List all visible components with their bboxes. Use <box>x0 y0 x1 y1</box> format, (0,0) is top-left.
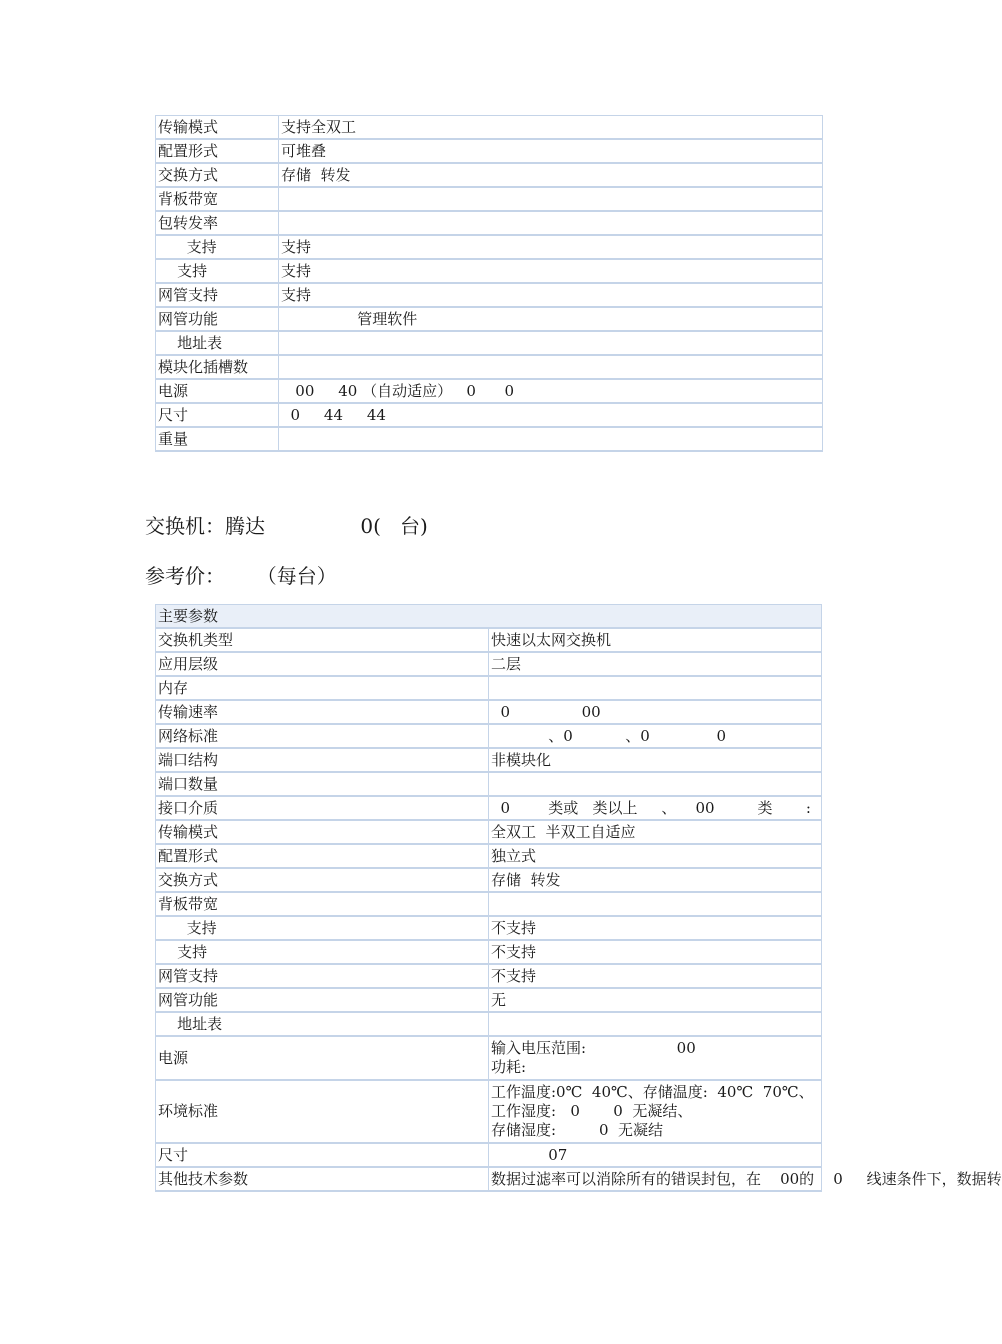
row-label: 传输速率 <box>156 700 489 724</box>
table-row <box>156 1036 822 1080</box>
table-row <box>156 940 822 964</box>
row-label: 网管功能 <box>156 307 279 331</box>
table-row <box>156 868 822 892</box>
row-value <box>279 331 823 355</box>
row-value: 0 44 44 <box>279 403 823 427</box>
table-row <box>156 892 822 916</box>
table-row <box>156 116 823 140</box>
row-label: 尺寸 <box>156 1143 489 1167</box>
table-row <box>156 355 823 379</box>
row-value: 07 <box>489 1143 822 1167</box>
table-row <box>156 1012 822 1036</box>
table-row <box>156 820 822 844</box>
row-label: 尺寸 <box>156 403 279 427</box>
row-value: 0 类或 类以上 、 00 类 : <box>489 796 822 820</box>
row-label: 交换方式 <box>156 163 279 187</box>
row-value: 全双工 半双工自适应 <box>489 820 822 844</box>
row-value: 工作温度:0℃ 40℃、存储温度: 40℃ 70℃、工作湿度: 0 0 无凝结、 存储湿度: 0 无凝结 <box>489 1080 822 1143</box>
row-value: 不支持 <box>489 916 822 940</box>
table-row <box>156 139 823 163</box>
table-row <box>156 1080 822 1143</box>
table-row <box>156 1167 822 1191</box>
table-row <box>156 379 823 403</box>
row-label: 背板带宽 <box>156 892 489 916</box>
table-row <box>156 403 823 427</box>
row-label: 网管支持 <box>156 283 279 307</box>
table-row <box>156 1143 822 1167</box>
table-row <box>156 427 823 451</box>
row-value: 数据过滤率可以消除所有的错误封包，在 00的 0 线速条件下，数据转 <box>489 1167 822 1191</box>
row-value <box>489 892 822 916</box>
row-label: 地址表 <box>156 331 279 355</box>
row-label: 电源 <box>156 1036 489 1080</box>
row-value <box>489 1012 822 1036</box>
reference-price-heading: 参考价： （每台） <box>145 564 337 588</box>
table-row <box>156 235 823 259</box>
row-value: 可堆叠 <box>279 139 823 163</box>
row-value: 独立式 <box>489 844 822 868</box>
row-value <box>279 211 823 235</box>
row-label: 网管支持 <box>156 964 489 988</box>
table-row <box>156 211 823 235</box>
table-row <box>156 259 823 283</box>
row-label: 网络标准 <box>156 724 489 748</box>
row-label: 电源 <box>156 379 279 403</box>
row-label: 配置形式 <box>156 844 489 868</box>
spec-table-1 <box>155 115 823 452</box>
row-label: 应用层级 <box>156 652 489 676</box>
row-value: 存储 转发 <box>489 868 822 892</box>
table-row <box>156 283 823 307</box>
row-label: 背板带宽 <box>156 187 279 211</box>
row-value: 支持全双工 <box>279 116 823 140</box>
row-value <box>279 187 823 211</box>
row-label: 支持 <box>156 940 489 964</box>
row-value: 不支持 <box>489 940 822 964</box>
row-value: 快速以太网交换机 <box>489 628 822 652</box>
table-row <box>156 772 822 796</box>
row-label: 内存 <box>156 676 489 700</box>
row-label: 交换机类型 <box>156 628 489 652</box>
table-row <box>156 844 822 868</box>
row-value: 0 00 <box>489 700 822 724</box>
row-label: 环境标准 <box>156 1080 489 1143</box>
row-label: 其他技术参数 <box>156 1167 489 1191</box>
table-row <box>156 676 822 700</box>
row-label: 传输模式 <box>156 820 489 844</box>
row-value <box>279 355 823 379</box>
row-label: 包转发率 <box>156 211 279 235</box>
row-value <box>489 772 822 796</box>
table-row <box>156 163 823 187</box>
table-row <box>156 307 823 331</box>
row-label: 传输模式 <box>156 116 279 140</box>
table-row <box>156 628 822 652</box>
row-label: 模块化插槽数 <box>156 355 279 379</box>
row-value: 非模块化 <box>489 748 822 772</box>
row-value: 、0 、0 0 <box>489 724 822 748</box>
row-label: 支持 <box>156 916 489 940</box>
row-label: 支持 <box>156 235 279 259</box>
table-row <box>156 916 822 940</box>
row-label: 支持 <box>156 259 279 283</box>
row-value: 管理软件 <box>279 307 823 331</box>
row-value <box>489 676 822 700</box>
section-title: 主要参数 <box>156 605 822 629</box>
row-label: 重量 <box>156 427 279 451</box>
row-value: 存储 转发 <box>279 163 823 187</box>
spec-table-2 <box>155 604 1002 1192</box>
row-value: 支持 <box>279 235 823 259</box>
row-value: 00 40 （自动适应） 0 0 <box>279 379 823 403</box>
table-row <box>156 187 823 211</box>
table-row <box>156 988 822 1012</box>
row-value: 输入电压范围: 00 功耗: <box>489 1036 822 1080</box>
switch-heading: 交换机：腾达 0( 台) <box>145 514 428 538</box>
table-row <box>156 964 822 988</box>
row-label: 交换方式 <box>156 868 489 892</box>
row-value: 二层 <box>489 652 822 676</box>
table-row <box>156 796 822 820</box>
table-row <box>156 652 822 676</box>
row-value: 无 <box>489 988 822 1012</box>
row-value: 支持 <box>279 283 823 307</box>
row-label: 端口数量 <box>156 772 489 796</box>
table-row <box>156 724 822 748</box>
row-label: 接口介质 <box>156 796 489 820</box>
row-label: 地址表 <box>156 1012 489 1036</box>
row-label: 端口结构 <box>156 748 489 772</box>
row-value: 支持 <box>279 259 823 283</box>
row-value <box>279 427 823 451</box>
table-row <box>156 700 822 724</box>
row-label: 配置形式 <box>156 139 279 163</box>
row-label: 网管功能 <box>156 988 489 1012</box>
row-value: 不支持 <box>489 964 822 988</box>
table-row <box>156 748 822 772</box>
table-row <box>156 331 823 355</box>
section-row <box>156 605 822 629</box>
